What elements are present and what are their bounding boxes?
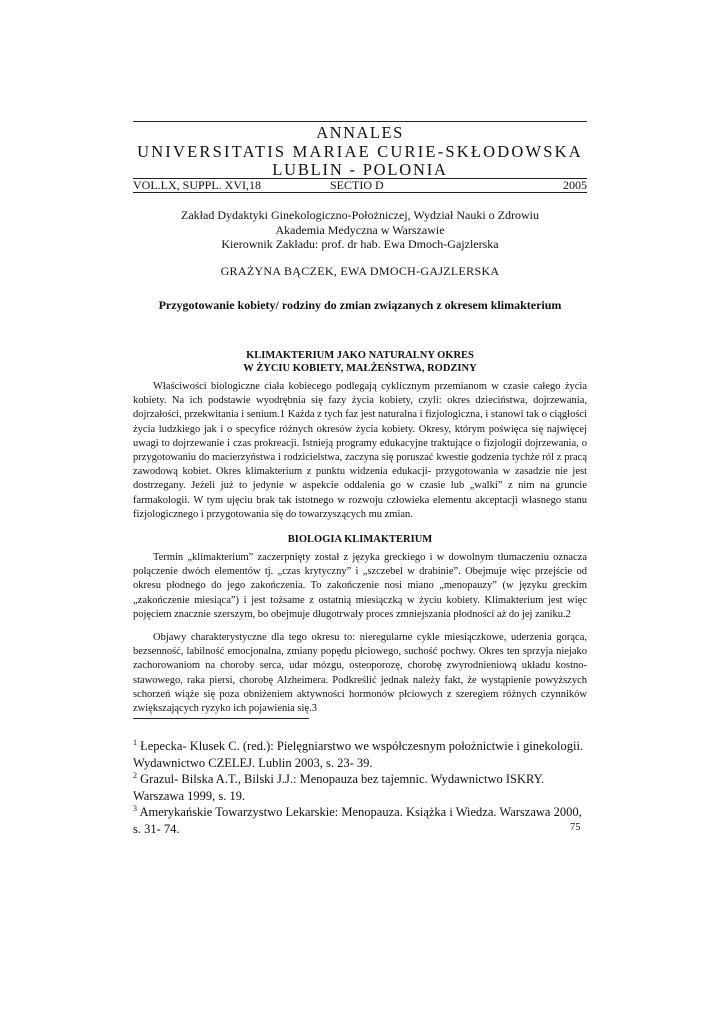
authors: GRAŻYNA BĄCZEK, EWA DMOCH-GAJZLERSKA	[220, 264, 500, 278]
section1-paragraph: Właściwości biologiczne ciała kobiecego podlegają cyklicznym przemianom w czasie całego życia kobiety. Na ich podstawie wyodrębnia się fazy życia kobiety, czyli: okres dzieciństwa, dojrzewania, dojrzałości, przekwitania i senium.1 Każda z tych faz jest naturalna i fizjologiczna, i stanowi tak o ciągłości życia ludzkiego jak i o specyfice różnych okresów życia kobiety. Okresy, którym poświęca się najwięcej uwagi to dojrzewanie i czas prokreacji. Istnieją programy edukacyjne traktujące o fizjologii dojrzewania, o przygotowaniu do macierzyństwa i rodzicielstwa, zaczyna się poruszać kwestie godzenia tychże ról z pracą zawodową kobiet. Okres klimakterium z punktu widzenia edukacji- przygotowania w zasadzie nie jest dostrzegany. Jeżeli już to jedynie w aspekcie oddalenia go w czasie lub „walki” z nim na gruncie farmakologii. W tym ujęciu brak tak istotnego w rozwoju człowieka elementu akceptacji własnego stanu fizjologicznego i przygotowania się do towarzyszących mu zmian.	[133, 381, 587, 520]
footnote-text: Łepecka- Klusek C. (red.): Pielęgniarstwo we współczesnym położnictwie i ginekologii. Wydawnictwo CZELEJ. Lublin 2003, s. 23- 39.	[133, 739, 584, 770]
journal-name-line1: ANNALES	[316, 123, 404, 142]
volume-label: VOL.LX, SUPPL. XVI,18	[133, 178, 262, 192]
footnote-3	[133, 804, 587, 837]
section1-heading-line1: KLIMAKTERIUM JAKO NATURALNY OKRES	[246, 350, 474, 361]
masthead-top-rule	[133, 121, 587, 122]
page-number: 75	[570, 822, 581, 833]
section-label: SECTIO D	[330, 178, 384, 192]
footnote-text: Grazul- Bilska A.T., Bilski J.J.: Menopauza bez tajemnic. Wydawnictwo ISKRY. Warszawa 1999, s. 19.	[133, 772, 545, 803]
journal-location: LUBLIN - POLONIA	[272, 160, 448, 179]
footnote-text: Amerykańskie Towarzystwo Lekarskie: Menopauza. Książka i Wiedza. Warszawa 2000, s. 31- 74.	[133, 805, 582, 836]
footnote-marker: 1	[133, 737, 137, 747]
journal-name-line2: UNIVERSITATIS MARIAE CURIE-SKŁODOWSKA	[137, 142, 583, 161]
section2-paragraph1: Termin „klimakterium” zaczerpnięty został z języka greckiego i w dowolnym tłumaczeniu oznacza połączenie dwóch elementów tj. „czas krytyczny” i „szczebel w drabinie”. Obejmuje więc przejście od okresu płodnego do jego zakończenia. To zakończenie nosi miano „menopauzy” (w języku greckim „zakończenie miesiąca”) i jest tożsame z ostatnią miesiączką w życiu kobiety. Klimakterium jest więc pojęciem znacznie szerszym, bo obejmuje długotrwały proces zmniejszania płodności aż do jej zaniku.2	[133, 552, 587, 620]
section1-heading-line2: W ŻYCIU KOBIETY, MAŁŻEŃSTWA, RODZINY	[243, 363, 477, 374]
affiliation-head: Kierownik Zakładu: prof. dr hab. Ewa Dmoch-Gajzlerska	[221, 237, 499, 251]
footnote-marker: 2	[133, 770, 137, 780]
footnote-separator	[133, 718, 309, 719]
affiliation-institution: Akademia Medyczna w Warszawie	[275, 223, 445, 237]
footnote-marker: 3	[133, 803, 137, 813]
section2-heading: BIOLOGIA KLIMAKTERIUM	[287, 534, 433, 545]
article-title: Przygotowanie kobiety/ rodziny do zmian związanych z okresem klimakterium	[158, 298, 562, 312]
year-label: 2005	[563, 178, 587, 192]
masthead-bottom-rule	[133, 192, 587, 193]
section2-paragraph2: Objawy charakterystyczne dla tego okresu to: nieregularne cykle miesiączkowe, uderzenia gorąca, bezsenność, labilność emocjonalna, zmiany popędu płciowego, suchość pochwy. Okres ten sprzyja niejako zachorowaniom na choroby serca, udar mózgu, osteoporozę, chorobę zwyrodnieniową układu kostno- stawowego, raka piersi, chorobę Alzheimera. Podkreślić jednak należy fakt, że wystąpienie powyższych schorzeń wiąże się poza obniżeniem aktywności hormonów płciowych z szeregiem różnych czynników zwiększających ryzyko ich pojawienia się.3	[133, 632, 587, 715]
footnote-1	[133, 738, 587, 771]
footnote-2	[133, 771, 587, 804]
affiliation-department: Zakład Dydaktyki Ginekologiczno-Położniczej, Wydział Nauki o Zdrowiu	[181, 208, 539, 222]
